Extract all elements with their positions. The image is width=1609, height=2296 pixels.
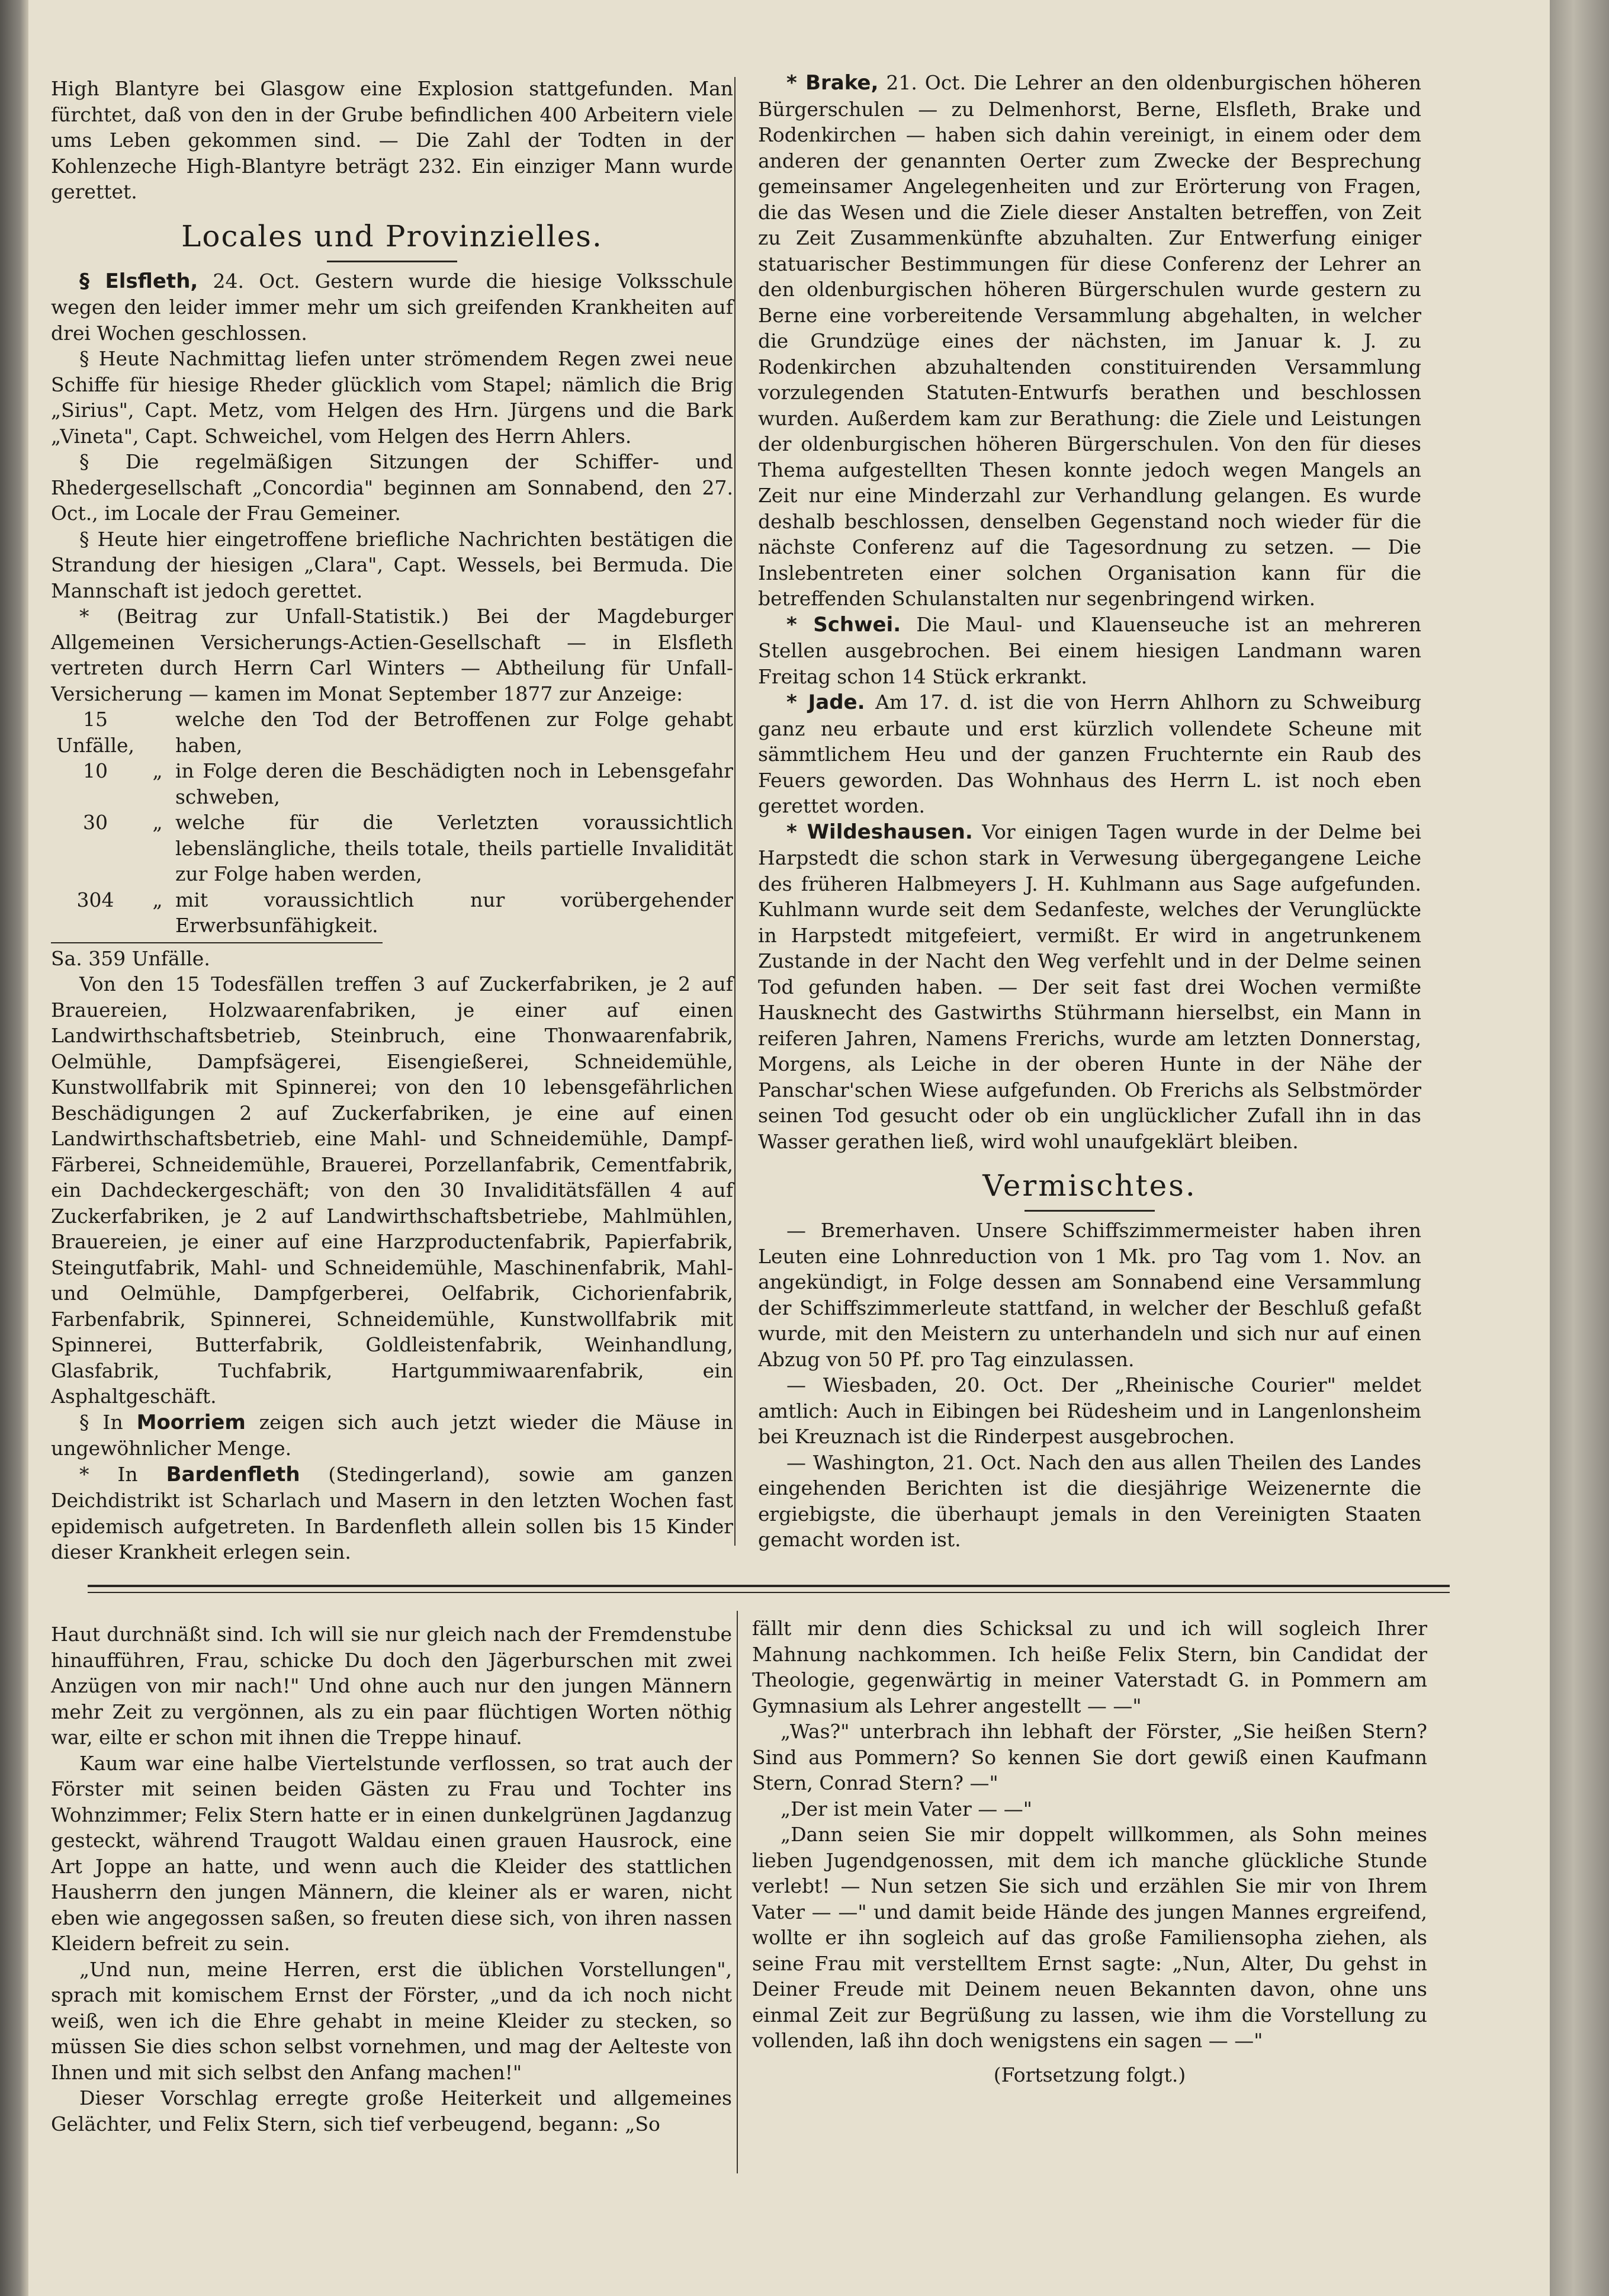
section-mark: § In	[79, 1410, 123, 1434]
section-title-locales: Locales und Provinzielles.	[181, 219, 603, 253]
article-bardenfleth-text: (Stedingerland), sowie am ganzen Deichdistrikt ist Scharlach und Masern in den letzten Wochen fast epidemisch aufgetreten. In Bardenfleth allein sollen bis 15 Kinder dieser Krankheit erlegen sein.	[51, 1462, 733, 1563]
statistics-description: mit voraussichtlich nur vorübergehender Erwerbsunfähigkeit.	[175, 888, 733, 937]
dateline-wildeshausen: * Wildeshausen.	[786, 820, 973, 844]
statistics-count: 304	[76, 888, 114, 911]
feuilleton-paragraph: „Dann seien Sie mir doppelt willkommen, als Sohn meines lieben Jugendgenossen, mit dem ich manche glückliche Stunde verlebt! — Nun setzen Sie sich und erzählen Sie mir von Ihrem Vater — —" und damit beide Hände des jungen Mannes ergreifend, wollte er ihn sogleich auf das große Familiensopha ziehen, als seine Frau mit verstelltem Ernst sagte: „Nun, Alter, Du gehst in Deiner Freude mit Deinem neuen Bekannten davon, ohne uns einmal Zeit zur Begrüßung zu lassen, wie ihm die Vorstellung zu vollenden, laß ihn doch wenigstens ein sagen — —"	[752, 1823, 1427, 2052]
statistics-row	[51, 810, 733, 887]
dateline-jade: * Jade.	[786, 691, 865, 714]
feuilleton-paragraph: „Der ist mein Vater — —"	[781, 1797, 1032, 1820]
feuilleton-paragraph: Haut durchnäßt sind. Ich will sie nur gleich nach der Fremdenstube hinaufführen, Frau, schicke Du doch den Jägerburschen mit zwei Anzügen von mir nach!" Und ohne auch nur den jungen Männern mehr Zeit zu vergönnen, als zu ein paar flüchtigen Worten nöthig war, eilte er schon mit ihnen die Treppe hinauf.	[51, 1623, 732, 1749]
feuilleton-paragraph: Kaum war eine halbe Viertelstunde verflossen, so trat auch der Förster mit seinen beiden Gästen zu Frau und Tochter ins Wohnzimmer; Felix Stern hatte er in einen dunkelgrünen Jagdanzug gesteckt, während Traugott Waldau einen grauen Hausrock, eine Art Joppe an hatte, und wenn auch die Kleider des stattlichen Hausherrn den jungen Männern, die kleiner als er waren, nicht eben wie angegossen saßen, so freuten diese sich, von ihren nassen Kleidern befreit zu sein.	[51, 1751, 732, 1955]
article-concordia: § Die regelmäßigen Sitzungen der Schiffer- und Rhedergesellschaft „Concordia" beginnen am Sonnabend, den 27. Oct., im Locale der Frau Gemeiner.	[51, 450, 733, 525]
dateline-elsfleth: § Elsfleth,	[79, 269, 198, 293]
article-wildeshausen	[758, 819, 1421, 1155]
feuilleton-paragraph: fällt mir denn dies Schicksal zu und ich will sogleich Ihrer Mahnung nachkommen. Ich heiße Felix Stern, bin Candidat der Theologie, gegenwärtig in meiner Vaterstadt G. in Pommern am Gymnasium als Lehrer angestellt — —"	[752, 1617, 1427, 1717]
feuilleton-left-column	[51, 1621, 732, 2137]
feuilleton-right-column	[752, 1616, 1427, 2088]
feuilleton-paragraph: Dieser Vorschlag erregte große Heiterkeit und allgemeines Gelächter, und Felix Stern, sich tief verbeugend, begann: „So	[51, 2086, 732, 2136]
article-schwei	[758, 612, 1421, 690]
article-elsfleth	[51, 268, 733, 346]
statistics-row	[51, 887, 733, 939]
section-title-vermischtes: Vermischtes.	[982, 1168, 1197, 1203]
article-moorriem-text: zeigen sich auch jetzt wieder die Mäuse in ungewöhnlicher Menge.	[51, 1410, 733, 1460]
left-column	[51, 76, 733, 1565]
sum-rule	[51, 942, 383, 943]
article-wildeshausen-text: Vor einigen Tagen wurde in der Delme bei Harpstedt die schon stark in Verwesung übergegangene Leiche des früheren Halbmeyers J. H. Kuhlmann aus Sage aufgefunden. Kuhlmann wurde seit dem Sedanfeste, welches der Verunglückte in Harpstedt mitgefeiert, vermißt. Er wird in angetrunkenem Zustande in der Nacht den Weg verfehlt und in der Delme seinen Tod gefunden haben. — Der seit fast drei Wochen vermißte Hausknecht des Gastwirths Stührmann hierselbst, ein Mann in reiferen Jahren, Namens Frerichs, wurde am letzten Donnerstag, Morgens, als Leiche in der oberen Hunte in der Nähe der Panschar'schen Wiese aufgefunden. Ob Frerichs als Selbstmörder seinen Tod gesucht oder ob ein unglücklicher Zufall ihn in das Wasser gerathen ließ, wird wohl unaufgeklärt bleiben.	[758, 820, 1421, 1153]
accident-sum: Sa. 359 Unfälle.	[51, 946, 210, 970]
article-moorriem	[51, 1409, 733, 1462]
article-stapellauf: § Heute Nachmittag liefen unter strömendem Regen zwei neue Schiffe für hiesige Rheder glücklich vom Stapel; nämlich die Brig „Sirius", Capt. Metz, vom Helgen des Hrn. Jürgens und die Bark „Vineta", Capt. Schweichel, vom Helgen des Herrn Ahlers.	[51, 347, 733, 448]
article-brake	[758, 70, 1421, 612]
statistics-count: 15 Unfälle,	[56, 708, 135, 757]
right-column	[758, 70, 1421, 1553]
dateline-schwei: * Schwei.	[786, 612, 901, 637]
newspaper-page	[28, 0, 1550, 2296]
ditto-mark	[140, 707, 175, 758]
article-continuation: High Blantyre bei Glasgow eine Explosion stattgefunden. Man fürchtet, daß von den in der Grube befindlichen 400 Arbeitern viele ums Leben gekommen sind. — Die Zahl der Todten in der Kohlenzeche High-Blantyre beträgt 232. Ein einziger Mann wurde gerettet.	[51, 77, 733, 203]
asterisk-mark: * In	[79, 1462, 138, 1486]
ditto-mark: „	[152, 811, 163, 834]
article-elsfleth-text: 24. Oct. Gestern wurde die hiesige Volksschule wegen den leider immer mehr um sich greifenden Krankheiten auf drei Wochen geschlossen.	[51, 269, 733, 345]
statistics-description: welche für die Verletzten voraussichtlich lebenslängliche, theils totale, theils partielle Invalidität zur Folge haben werden,	[175, 811, 733, 885]
statistics-row	[51, 758, 733, 810]
statistics-count: 10	[83, 759, 108, 782]
statistics-description: welche den Tod der Betroffenen zur Folge gehabt haben,	[175, 708, 733, 757]
article-jade-text: Am 17. d. ist die von Herrn Ahlhorn zu Schweiburg ganz neu erbaute und erst kürzlich vollendete Scheune mit sämmtlichem Heu und der ganzen Fruchternte ein Raub des Feuers geworden. Das Wohnhaus des Herrn L. ist noch eben gerettet worden.	[758, 691, 1422, 817]
feuilleton-paragraph: „Was?" unterbrach ihn lebhaft der Förster, „Sie heißen Stern? Sind aus Pommern? So kennen Sie dort gewiß einen Kaufmann Stern, Conrad Stern? —"	[752, 1720, 1427, 1794]
accident-statistics-table	[51, 707, 733, 939]
statistics-row	[51, 707, 733, 758]
dateline-bardenfleth: Bardenfleth	[166, 1462, 300, 1486]
dateline-brake: * Brake,	[786, 71, 879, 95]
article-jade	[758, 689, 1421, 819]
article-todesfaelle: Von den 15 Todesfällen treffen 3 auf Zuckerfabriken, je 2 auf Brauereien, Holzwaarenfabriken, je einer auf einen Landwirthschaftsbetrieb, Steinbruch, eine Thonwaarenfabrik, Oelmühle, Dampfsägerei, Eisengießerei, Schneidemühle, Kunstwollfabrik mit Spinnerei; von den 10 lebensgefährlichen Beschädigungen 2 auf Zuckerfabriken, je eine auf einen Landwirthschaftsbetrieb, eine Mahl- und Schneidemühle, Dampf-Färberei, Schneidemühle, Brauerei, Porzellanfabrik, Cementfabrik, ein Dachdeckergeschäft; von den 30 Invaliditätsfällen 4 auf Zuckerfabriken, je 2 auf Landwirthschaftsbetriebe, Mahlmühlen, Brauereien, je einer auf eine Harzproductenfabrik, Papierfabrik, Steingutfabrik, Mahl- und Schneidemühle, Maschinenfabrik, Mahl- und Oelmühle, Dampfgerberei, Oelfabrik, Cichorienfabrik, Farbenfabrik, Spinnerei, Schneidemühle, Kunstwollfabrik mit Spinnerei, Butterfabrik, Goldleistenfabrik, Weinhandlung, Glasfabrik, Tuchfabrik, Hartgummiwaarenfabrik, ein Asphaltgeschäft.	[51, 972, 733, 1408]
feuilleton-divider	[88, 1585, 1450, 1593]
ditto-mark: „	[152, 888, 163, 911]
section-title-rule	[327, 261, 457, 262]
feuilleton-column-divider	[737, 1611, 738, 2173]
statistics-description: in Folge deren die Beschädigten noch in Lebensgefahr schweben,	[175, 759, 733, 808]
page-gutter	[0, 0, 28, 2296]
section-title-rule	[1025, 1210, 1155, 1212]
dateline-moorriem: Moorriem	[136, 1410, 246, 1434]
article-schwei-text: Die Maul- und Klauenseuche ist an mehreren Stellen ausgebrochen. Bei einem hiesigen Landmann waren Freitag schon 14 Stück erkrankt.	[758, 612, 1421, 688]
article-unfallstatistik: * (Beitrag zur Unfall-Statistik.) Bei der Magdeburger Allgemeinen Versicherungs-Actien-Gesellschaft — in Elsfleth vertreten durch Herrn Carl Winters — Abtheilung für Unfall-Versicherung — kamen im Monat September 1877 zur Anzeige:	[51, 605, 733, 705]
page-margin-right	[1550, 0, 1609, 2296]
ditto-mark: „	[152, 759, 163, 782]
article-washington: — Washington, 21. Oct. Nach den aus allen Theilen des Landes eingehenden Berichten ist die diesjährige Weizenernte die ergiebigste, die überhaupt jemals in den Vereinigten Staaten gemacht worden ist.	[758, 1450, 1421, 1551]
article-strandung: § Heute hier eingetroffene briefliche Nachrichten bestätigen die Strandung der hiesigen „Clara", Capt. Wessels, bei Bermuda. Die Mannschaft ist jedoch gerettet.	[51, 527, 733, 602]
article-bremerhaven: — Bremerhaven. Unsere Schiffszimmermeister haben ihren Leuten eine Lohnreduction von 1 Mk. pro Tag vom 1. Nov. an angekündigt, in Folge dessen am Sonnabend eine Versammlung der Schiffszimmerleute stattfand, in welcher der Beschluß gefaßt wurde, mit den Meistern zu unterhandeln und sich nur auf einen Abzug von 50 Pf. pro Tag einzulassen.	[758, 1219, 1421, 1371]
article-bardenfleth	[51, 1462, 733, 1565]
continuation-note: (Fortsetzung folgt.)	[993, 2063, 1186, 2086]
column-divider	[734, 77, 736, 1546]
article-brake-text: 21. Oct. Die Lehrer an den oldenburgischen höheren Bürgerschulen — zu Delmenhorst, Berne, Elsfleth, Brake und Rodenkirchen — haben sich dahin vereinigt, in einem oder dem anderen der genannten Oerter zum Zwecke der Besprechung gemeinsamer Angelegenheiten und zur Erörterung von Fragen, die das Wesen und die Ziele dieser Anstalten betreffen, von Zeit zu Zeit Zusammenkünfte abzuhalten. Zur Entwerfung einiger statuarischer Bestimmungen für diese Conferenz der Lehrer an den oldenburgischen höheren Bürgerschulen wurde gestern zu Berne eine vorbereitende Versammlung abgehalten, in welcher die Grundzüge eines der nächsten, im Januar k. J. zu Rodenkirchen abzuhaltenden constituirenden Versammlung vorzulegenden Statuten-Entwurfs berathen und beschlossen wurden. Außerdem kam zur Berathung: die Ziele und Leistungen der oldenburgischen höheren Bürgerschulen. Von den für dieses Thema aufgestellten Thesen konnte jedoch wegen Mangels an Zeit nur eine Minderzahl zur Verhandlung gelangen. Es wurde deshalb beschlossen, denselben Gegenstand noch wieder für die nächste Conferenz auf die Tagesordnung zu setzen. — Die Inslebentreten einer solchen Organisation kann für die betreffenden Schulanstalten nur segenbringend wirken.	[758, 71, 1421, 610]
article-wiesbaden: — Wiesbaden, 20. Oct. Der „Rheinische Courier" meldet amtlich: Auch in Eibingen bei Rüdesheim und in Langenlonsheim bei Kreuznach ist die Rinderpest ausgebrochen.	[758, 1373, 1421, 1448]
statistics-count: 30	[83, 811, 108, 834]
feuilleton-paragraph: „Und nun, meine Herren, erst die üblichen Vorstellungen", sprach mit komischem Ernst der Förster, „und da ich noch nicht weiß, wen ich die Ehre gehabt in meine Kleider zu stecken, so müssen Sie dies schon selbst vornehmen, und mag der Aelteste von Ihnen und mit sich selbst den Anfang machen!"	[51, 1957, 732, 2084]
